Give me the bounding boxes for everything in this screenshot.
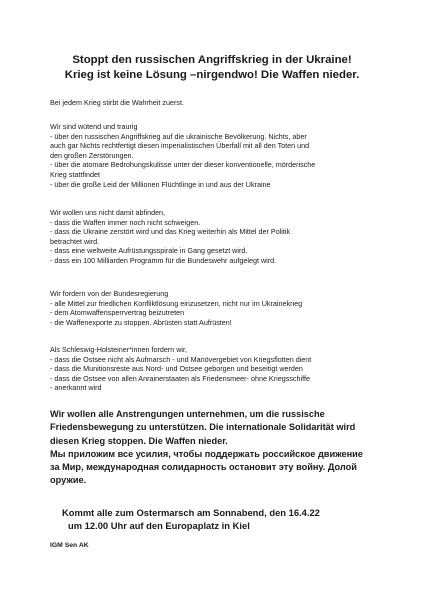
section-line: - dass die Waffen immer noch nicht schweigen. (50, 217, 201, 227)
section-line: Wir wollen uns nicht damit abfinden, (50, 208, 166, 217)
anger-section (50, 122, 400, 189)
section-line: - dass die Ostsee nicht als Aufmarsch - und Manövergebiet von Kriegsflotten dient (50, 354, 312, 364)
statement-line: оружие. (50, 475, 87, 486)
section-line: - die Waffenexporte zu stoppen. Abrüsten statt Aufrüsten! (50, 317, 232, 327)
statement-line: Wir wollen alle Anstrengungen unternehmen, um die russische (50, 409, 325, 419)
event-announcement (62, 507, 320, 532)
headline-line-1: Stoppt den russischen Angriffskrieg in der Ukraine! (72, 54, 352, 66)
section-line: - dass die Ukraine zerstört wird und das Krieg weiterhin als Mittel der Politik (50, 227, 291, 237)
section-line: Krieg stattfindet (50, 169, 100, 179)
section-line: Wir sind wütend und traurig (50, 122, 138, 131)
section-line: - alle Mittel zur friedlichen Konfliktlösung einzusetzen, nicht nur im Ukrainekrieg (50, 298, 303, 308)
government-demands-section (50, 289, 400, 327)
statement-line: Friedensbewegung zu unterstützen. Die internationale Solidarität wird (50, 422, 356, 433)
section-line: - über den russischen Angriffskrieg auf die ukrainische Bevölkerung. Nichts, aber (50, 131, 307, 141)
intro-text (50, 98, 400, 108)
section-line: Wir fordern von der Bundesregierung (50, 289, 169, 298)
statement-line: diesen Krieg stoppen. Die Waffen nieder. (50, 435, 228, 446)
section-line: den großen Zerstörungen. (50, 150, 134, 160)
event-line-1: Kommt alle zum Ostermarsch am Sonnabend, den 16.4.22 (62, 507, 320, 518)
section-line: - über die atomare Bedrohungskulisse unter der dieser konventionelle, mörderische (50, 160, 316, 170)
section-line: - über die große Leid der Millionen Flüchtlinge in und aus der Ukraine (50, 179, 271, 189)
section-line: - dass die Ostsee von allen Anrainerstaaten als Friedensmeer- ohne Kriegsschiffe (50, 373, 310, 383)
event-line-2: um 12.00 Uhr auf den Europaplatz in Kiel (68, 519, 250, 531)
section-line: betrachtet wird. (50, 236, 100, 246)
statement-line: за Мир, международная солидарность остановит эту войну. Долой (50, 462, 357, 473)
statement-line: Мы приложим все усилия, чтобы поддержать российское движение (50, 448, 363, 459)
solidarity-statement (50, 408, 410, 488)
headline-line-2: Krieg ist keine Lösung –nirgendwo! Die Waffen nieder. (64, 69, 360, 81)
author-signature: IGM Sen AK (50, 542, 89, 549)
section-line: - dass eine weltweite Aufrüstungsspirale in Gang gesetzt wird. (50, 246, 248, 256)
intro-line: Bei jedem Krieg stirbt die Wahrheit zuerst. (50, 98, 184, 107)
section-line: auch gar Nichts rechtfertigt diesen imperialistischen Überfall mit all den Toten und (50, 141, 310, 151)
section-line: - dass die Munitionsreste aus Nord- und Ostsee geborgen und beseitigt werden (50, 364, 303, 374)
regional-demands-section (50, 345, 400, 393)
refusal-section (50, 208, 400, 266)
section-line: - dass ein 100 Milliarden Programm für die Bundeswehr aufgelegt wird. (50, 255, 277, 265)
section-line: Als Schleswig-Holsteiner*innen fordern wir, (50, 345, 188, 354)
section-line: - anerkannt wird (50, 383, 102, 393)
section-line: - dem Atomwaffensperrvertrag beizutreten (50, 308, 185, 318)
